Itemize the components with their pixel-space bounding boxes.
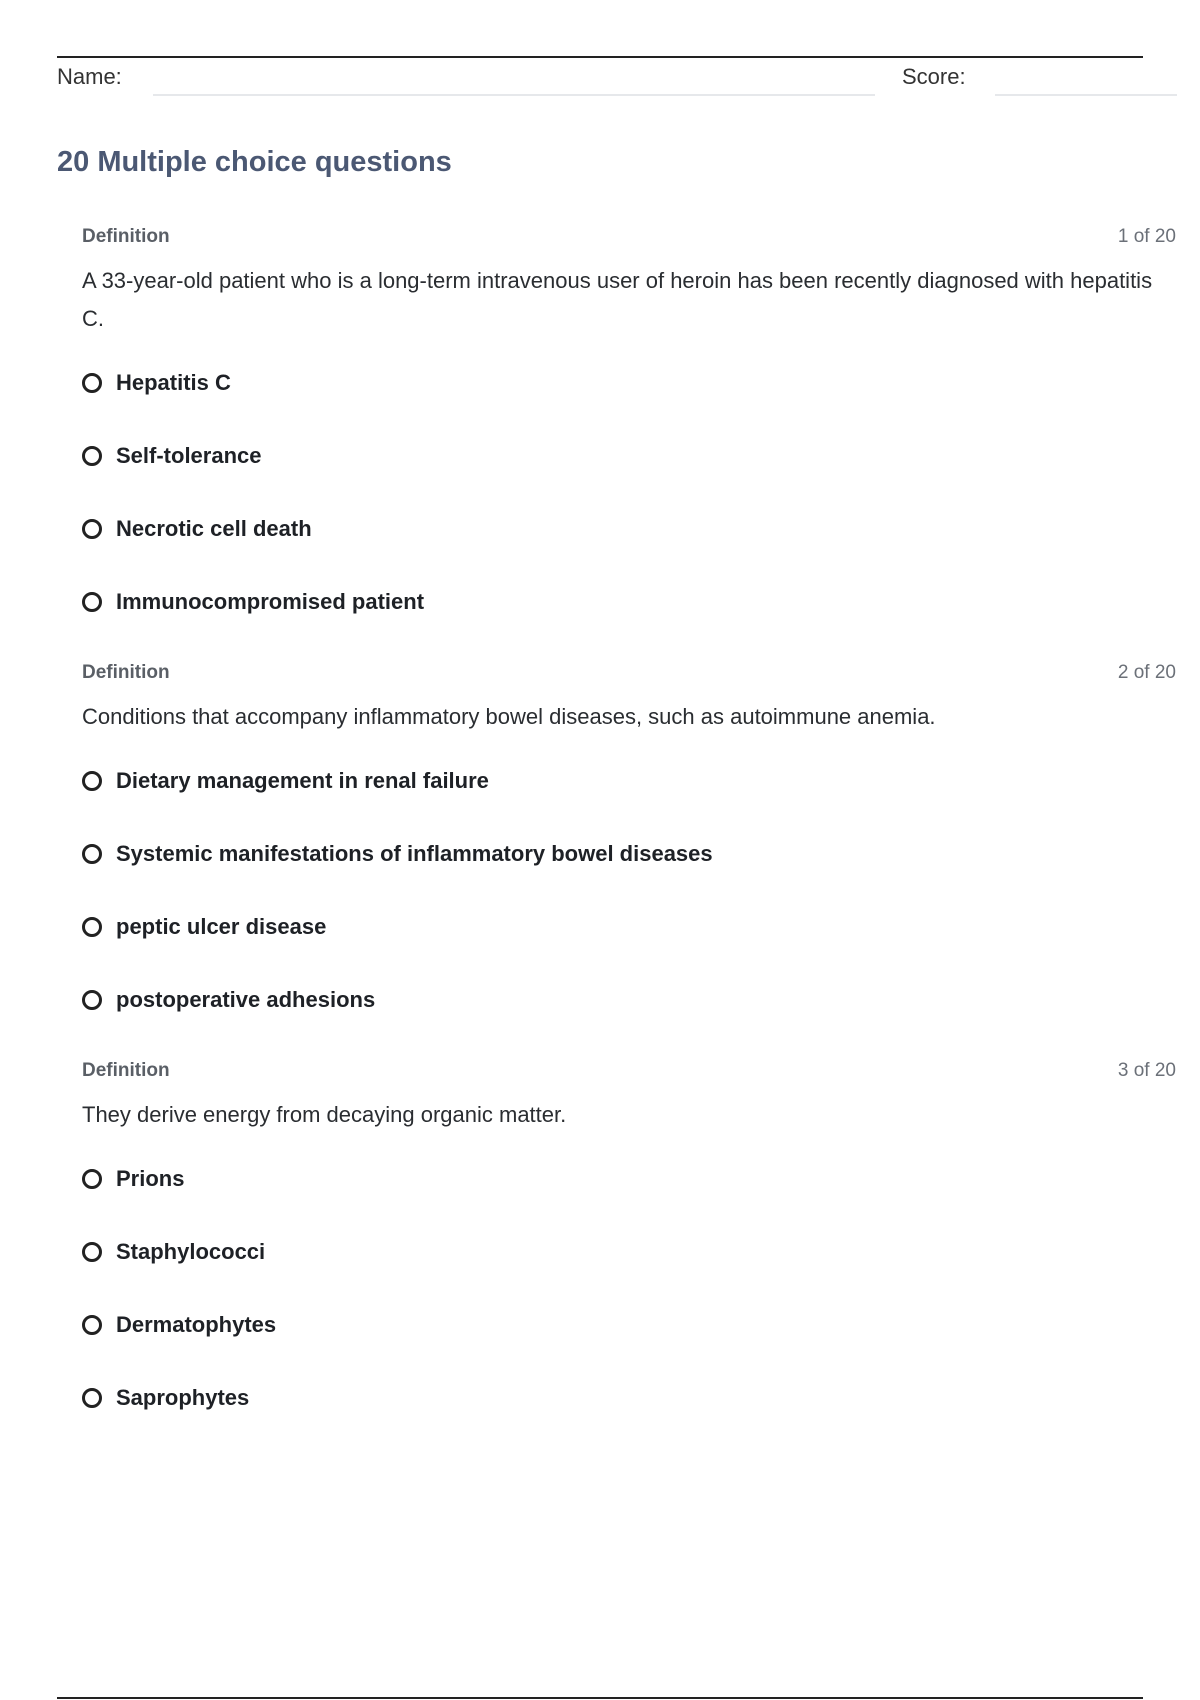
- option[interactable]: [82, 890, 1176, 963]
- bottom-divider: [57, 1697, 1143, 1699]
- option[interactable]: [82, 1288, 1176, 1361]
- option-label: Prions: [116, 1165, 185, 1191]
- option[interactable]: [82, 1142, 1176, 1215]
- question-text: A 33-year-old patient who is a long-term intravenous user of heroin has been recently diagnosed with hepatitis C.: [82, 268, 1153, 331]
- option[interactable]: [82, 346, 1176, 419]
- option-label: Staphylococci: [116, 1238, 266, 1264]
- option-label: Dermatophytes: [116, 1311, 277, 1337]
- option[interactable]: [82, 492, 1176, 565]
- question-type: Definition: [82, 1060, 170, 1081]
- option[interactable]: [82, 817, 1176, 890]
- question-3: [82, 1060, 1176, 1434]
- question-header: [82, 662, 1176, 688]
- name-label: Name:: [57, 64, 122, 89]
- radio-circle-icon[interactable]: [82, 771, 102, 791]
- option-list: [82, 346, 1176, 638]
- radio-circle-icon[interactable]: [82, 1388, 102, 1408]
- question-counter: 1 of 20: [1117, 226, 1176, 247]
- option[interactable]: [82, 565, 1176, 638]
- question-list: [82, 226, 1176, 1458]
- question-header: [82, 226, 1176, 252]
- option-label: Necrotic cell death: [116, 515, 312, 541]
- radio-circle-icon[interactable]: [82, 990, 102, 1010]
- radio-circle-icon[interactable]: [82, 446, 102, 466]
- radio-circle-icon[interactable]: [82, 1242, 102, 1262]
- name-field-line[interactable]: [153, 94, 875, 96]
- option-list: [82, 744, 1176, 1036]
- option-label: postoperative adhesions: [116, 986, 376, 1012]
- option-label: Hepatitis C: [116, 369, 231, 395]
- radio-circle-icon[interactable]: [82, 592, 102, 612]
- radio-circle-icon[interactable]: [82, 1169, 102, 1189]
- option-label: Immunocompromised patient: [116, 588, 425, 614]
- option[interactable]: [82, 963, 1176, 1036]
- radio-circle-icon[interactable]: [82, 917, 102, 937]
- header-row: [57, 64, 1177, 100]
- option-label: Dietary management in renal failure: [116, 767, 489, 793]
- question-header: [82, 1060, 1176, 1086]
- option[interactable]: [82, 1361, 1176, 1434]
- question-1: [82, 226, 1176, 638]
- question-text: Conditions that accompany inflammatory bowel diseases, such as autoimmune anemia.: [82, 704, 936, 729]
- question-type: Definition: [82, 662, 170, 683]
- option[interactable]: [82, 419, 1176, 492]
- question-text: They derive energy from decaying organic matter.: [82, 1102, 567, 1127]
- page-title: 20 Multiple choice questions: [57, 146, 452, 178]
- option-label: Self-tolerance: [116, 442, 262, 468]
- question-counter: 2 of 20: [1117, 662, 1176, 683]
- option[interactable]: [82, 744, 1176, 817]
- question-2: [82, 662, 1176, 1036]
- option-label: Systemic manifestations of inflammatory bowel diseases: [116, 840, 713, 866]
- question-type: Definition: [82, 226, 170, 247]
- radio-circle-icon[interactable]: [82, 373, 102, 393]
- radio-circle-icon[interactable]: [82, 844, 102, 864]
- option-list: [82, 1142, 1176, 1434]
- radio-circle-icon[interactable]: [82, 1315, 102, 1335]
- option-label: Saprophytes: [116, 1384, 250, 1410]
- score-field-line[interactable]: [995, 94, 1177, 96]
- option-label: peptic ulcer disease: [116, 913, 327, 939]
- question-counter: 3 of 20: [1117, 1060, 1176, 1081]
- top-divider: [57, 56, 1143, 58]
- score-label: Score:: [902, 64, 966, 89]
- radio-circle-icon[interactable]: [82, 519, 102, 539]
- option[interactable]: [82, 1215, 1176, 1288]
